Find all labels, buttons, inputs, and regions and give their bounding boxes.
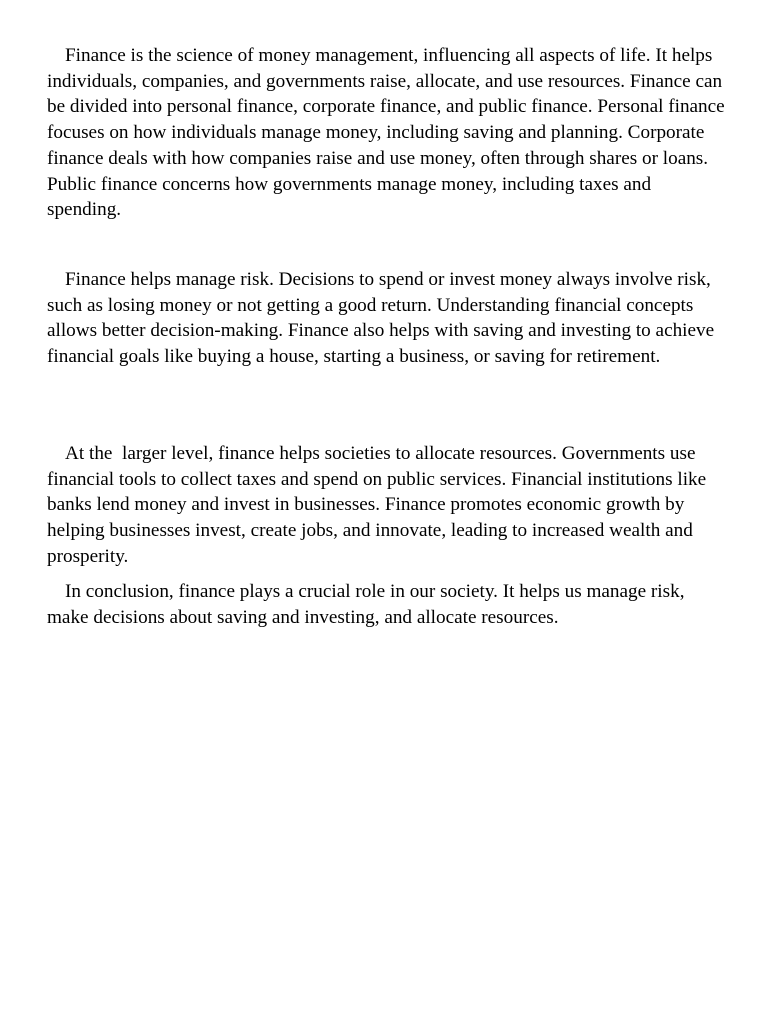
paragraph-conclusion: In conclusion, finance plays a crucial role in our society. It helps us manage risk, make decisions about saving and investing, and allocate resources. — [47, 581, 690, 628]
paragraph-risk: Finance helps manage risk. Decisions to spend or invest money always involve risk, such as losing money or not getting a good return. Understanding financial concepts allows better decision-making. Finance also helps with saving and investing to achieve financial goals like buying a house, starting a business, or saving for retirement. — [47, 269, 719, 368]
paragraph-societal: At the larger level, finance helps societies to allocate resources. Governments use financial tools to collect taxes and spend on public services. Financial institutions like banks lend money and invest in businesses. Finance promotes economic growth by helping businesses invest, create jobs, and innovate, leading to increased wealth and prosperity. — [47, 443, 711, 567]
paragraph-intro: Finance is the science of money management, influencing all aspects of life. It helps individuals, companies, and governments raise, allocate, and use resources. Finance can be divided into personal finance, corporate finance, and public finance. Personal finance focuses on how individuals manage money, including saving and planning. Corporate finance deals with how companies raise and use money, often through shares or loans. Public finance concerns how governments manage money, including taxes and spending. — [47, 45, 730, 221]
